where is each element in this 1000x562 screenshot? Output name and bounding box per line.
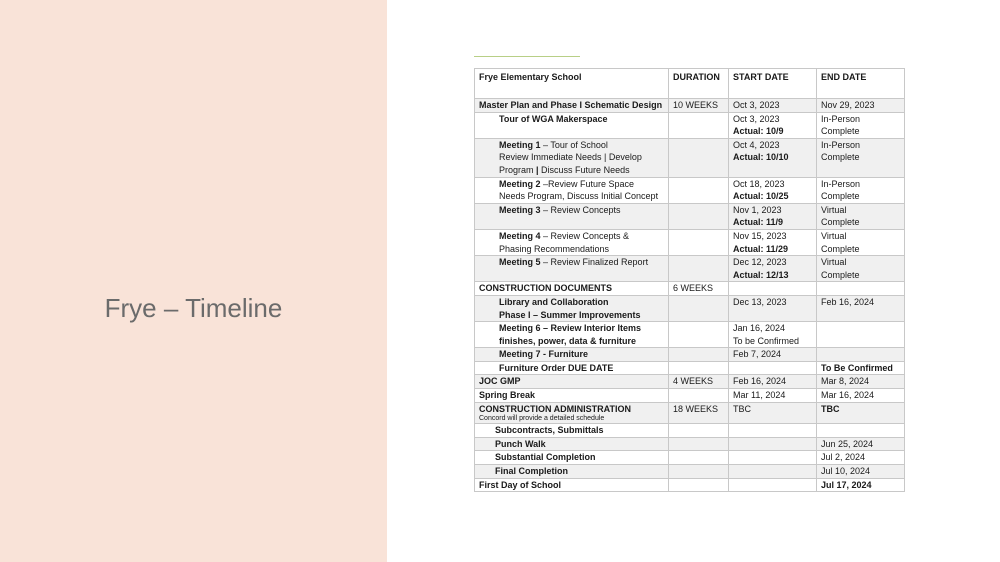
start-date: Dec 12, 2023 <box>733 257 787 268</box>
task-line: Meeting 6 – Review Interior Items <box>499 323 642 334</box>
task-cell <box>475 177 669 203</box>
start-cell <box>729 177 817 203</box>
task-line2: Phase I – Summer Improvements <box>499 309 641 320</box>
table-row <box>475 203 905 229</box>
end-cell <box>817 348 905 362</box>
meeting-desc: – Review Concepts & <box>540 230 630 241</box>
start-cell <box>729 424 817 438</box>
table-row <box>475 348 905 362</box>
start-cell <box>729 229 817 255</box>
task-line: Library and Collaboration <box>499 296 609 307</box>
status-text: Complete <box>821 269 860 280</box>
end-cell: Nov 29, 2023 <box>817 99 905 113</box>
duration-cell <box>669 112 729 138</box>
task-cell: Punch Walk <box>475 437 669 451</box>
start-date: Nov 1, 2023 <box>733 204 782 215</box>
end-cell <box>817 138 905 177</box>
table-row <box>475 437 905 451</box>
meeting-desc: – Review Finalized Report <box>540 257 649 268</box>
task-cell: JOC GMP <box>475 375 669 389</box>
start-cell <box>729 437 817 451</box>
duration-cell <box>669 229 729 255</box>
table-row <box>475 177 905 203</box>
end-cell: Feb 16, 2024 <box>817 295 905 321</box>
end-cell: Mar 8, 2024 <box>817 375 905 389</box>
start-cell: Mar 11, 2024 <box>729 389 817 403</box>
end-cell: Jul 10, 2024 <box>817 465 905 479</box>
start-cell <box>729 322 817 348</box>
table-row <box>475 256 905 282</box>
start-cell: Oct 3, 2023 <box>729 99 817 113</box>
end-cell: TBC <box>817 402 905 424</box>
duration-cell <box>669 256 729 282</box>
start-note: To be Confirmed <box>733 335 800 346</box>
task-line2: finishes, power, data & furniture <box>499 335 637 346</box>
header-task: Frye Elementary School <box>475 69 669 99</box>
end-cell: To Be Confirmed <box>817 361 905 375</box>
task-line: CONSTRUCTION ADMINISTRATION <box>479 403 631 414</box>
meeting-desc-line3a: Program <box>499 164 537 175</box>
status-text: Complete <box>821 126 860 137</box>
start-date: Oct 4, 2023 <box>733 139 780 150</box>
meeting-label: Meeting 2 <box>499 178 541 189</box>
actual-date: Actual: 12/13 <box>733 269 789 280</box>
task-cell <box>475 229 669 255</box>
end-cell <box>817 177 905 203</box>
accent-line <box>474 56 580 57</box>
table-row <box>475 389 905 403</box>
meeting-desc: –Review Future Space <box>540 178 635 189</box>
end-cell <box>817 112 905 138</box>
task-cell: Final Completion <box>475 465 669 479</box>
duration-cell <box>669 177 729 203</box>
start-cell: Dec 13, 2023 <box>729 295 817 321</box>
task-cell <box>475 295 669 321</box>
task-cell: Master Plan and Phase I Schematic Design <box>475 99 669 113</box>
meeting-label: Meeting 3 <box>499 204 541 215</box>
meeting-desc-line2: Needs Program, Discuss Initial Concept <box>499 191 659 202</box>
start-cell <box>729 138 817 177</box>
meeting-mode: In-Person <box>821 139 861 150</box>
task-cell: Substantial Completion <box>475 451 669 465</box>
table-row <box>475 361 905 375</box>
task-cell <box>475 203 669 229</box>
meeting-desc: – Tour of School <box>540 139 608 150</box>
table-row <box>475 465 905 479</box>
meeting-mode: In-Person <box>821 113 861 124</box>
actual-date: Actual: 10/10 <box>733 152 789 163</box>
task-cell: Spring Break <box>475 389 669 403</box>
duration-cell: 4 WEEKS <box>669 375 729 389</box>
table-row <box>475 282 905 296</box>
start-cell <box>729 478 817 492</box>
actual-date: Actual: 10/25 <box>733 191 789 202</box>
meeting-label: Meeting 5 <box>499 257 541 268</box>
start-date: Jan 16, 2024 <box>733 323 786 334</box>
duration-cell <box>669 348 729 362</box>
duration-cell <box>669 465 729 479</box>
start-cell <box>729 112 817 138</box>
meeting-mode: In-Person <box>821 178 861 189</box>
start-cell <box>729 361 817 375</box>
table-header-row <box>475 69 905 99</box>
end-cell <box>817 203 905 229</box>
task-cell <box>475 322 669 348</box>
task-cell: CONSTRUCTION DOCUMENTS <box>475 282 669 296</box>
duration-cell <box>669 138 729 177</box>
end-cell: Jun 25, 2024 <box>817 437 905 451</box>
start-cell: TBC <box>729 402 817 424</box>
duration-cell <box>669 203 729 229</box>
task-note: Concord will provide a detailed schedule <box>479 415 605 423</box>
table-row <box>475 478 905 492</box>
duration-cell <box>669 389 729 403</box>
start-date: Nov 15, 2023 <box>733 230 787 241</box>
duration-cell <box>669 437 729 451</box>
table-row <box>475 99 905 113</box>
start-cell <box>729 465 817 479</box>
task-cell: Meeting 7 - Furniture <box>475 348 669 362</box>
duration-cell <box>669 424 729 438</box>
duration-cell: 10 WEEKS <box>669 99 729 113</box>
duration-cell <box>669 451 729 465</box>
header-start-date: START DATE <box>729 69 817 99</box>
title-panel <box>0 0 387 562</box>
start-cell <box>729 282 817 296</box>
slide-title: Frye – Timeline <box>104 293 283 323</box>
meeting-desc: – Review Concepts <box>540 204 621 215</box>
meeting-label: Meeting 1 <box>499 139 541 150</box>
start-date: Oct 18, 2023 <box>733 178 785 189</box>
actual-date: Actual: 10/9 <box>733 126 784 137</box>
meeting-desc-line2: Phasing Recommendations <box>499 243 610 254</box>
duration-cell <box>669 361 729 375</box>
start-cell: Feb 16, 2024 <box>729 375 817 389</box>
meeting-mode: Virtual <box>821 257 847 268</box>
table-row <box>475 375 905 389</box>
end-cell: Jul 17, 2024 <box>817 478 905 492</box>
start-date: Oct 3, 2023 <box>733 113 780 124</box>
meeting-mode: Virtual <box>821 230 847 241</box>
meeting-label: Meeting 4 <box>499 230 541 241</box>
task-cell: Furniture Order DUE DATE <box>475 361 669 375</box>
task-cell: First Day of School <box>475 478 669 492</box>
table-row <box>475 112 905 138</box>
start-cell <box>729 451 817 465</box>
duration-cell <box>669 295 729 321</box>
status-text: Complete <box>821 217 860 228</box>
status-text: Complete <box>821 191 860 202</box>
end-cell: Jul 2, 2024 <box>817 451 905 465</box>
table-row <box>475 295 905 321</box>
meeting-desc-line3c: Discuss Future Needs <box>538 164 630 175</box>
actual-date: Actual: 11/29 <box>733 243 789 254</box>
duration-cell: 6 WEEKS <box>669 282 729 296</box>
table-row <box>475 424 905 438</box>
duration-cell <box>669 478 729 492</box>
task-cell: Subcontracts, Submittals <box>475 424 669 438</box>
meeting-desc-line2: Review Immediate Needs | Develop <box>499 152 642 163</box>
header-duration: DURATION <box>669 69 729 99</box>
actual-date: Actual: 11/9 <box>733 217 784 228</box>
status-text: Complete <box>821 152 860 163</box>
task-cell: Tour of WGA Makerspace <box>475 112 669 138</box>
duration-cell <box>669 322 729 348</box>
table-row <box>475 138 905 177</box>
table-row <box>475 402 905 424</box>
end-cell <box>817 424 905 438</box>
header-end-date: END DATE <box>817 69 905 99</box>
start-cell <box>729 203 817 229</box>
table-row <box>475 229 905 255</box>
task-cell <box>475 256 669 282</box>
start-cell: Feb 7, 2024 <box>729 348 817 362</box>
end-cell <box>817 282 905 296</box>
end-cell <box>817 229 905 255</box>
duration-cell: 18 WEEKS <box>669 402 729 424</box>
start-cell <box>729 256 817 282</box>
meeting-mode: Virtual <box>821 204 847 215</box>
table-row <box>475 451 905 465</box>
task-cell <box>475 138 669 177</box>
task-cell <box>475 402 669 424</box>
end-cell <box>817 322 905 348</box>
meeting-desc-separator: | <box>536 164 539 175</box>
timeline-table <box>474 68 905 492</box>
end-cell: Mar 16, 2024 <box>817 389 905 403</box>
table-row <box>475 322 905 348</box>
end-cell <box>817 256 905 282</box>
status-text: Complete <box>821 243 860 254</box>
